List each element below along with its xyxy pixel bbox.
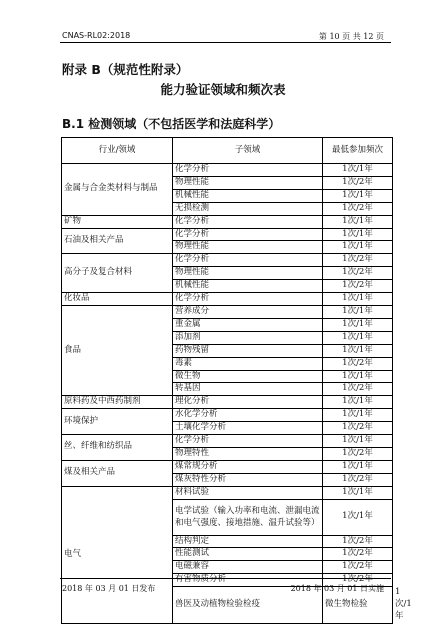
subfield-cell: 性能测试 (173, 548, 323, 561)
frequency-cell: 1次/2年 (323, 561, 393, 574)
subfield-cell: 化学分析 (173, 215, 323, 228)
subfield-cell: 化学分析 (173, 228, 323, 241)
header-subfield: 子领域 (173, 138, 323, 164)
table-row (62, 228, 393, 241)
table-body (62, 164, 412, 624)
industry-cell: 丝、纤维和纺织品 (62, 435, 173, 461)
industry-cell: 电气 (62, 486, 173, 623)
frequency-cell: 1次/2年 (323, 574, 393, 587)
table-row (62, 293, 393, 306)
footer-rule (60, 578, 391, 579)
subfield-cell: 重金属 (173, 318, 323, 331)
subfield-cell: 电磁兼容 (173, 561, 323, 574)
page-info: 第 10 页 共 12 页 (318, 32, 384, 41)
table-row (62, 215, 393, 228)
subfield-cell: 化学分析 (173, 254, 323, 267)
frequency-cell: 1次/2年 (323, 422, 393, 435)
industry-cell: 金属与合金类材料与制品 (62, 164, 173, 216)
frequency-cell: 1次/1年 (323, 331, 393, 344)
subfield-cell: 有害物质分析 (173, 574, 323, 587)
frequency-cell: 1次/2年 (323, 254, 393, 267)
frequency-cell: 1次/1年 (323, 293, 393, 306)
table-row (62, 396, 393, 409)
header-rule (60, 42, 391, 43)
effective-date: 2018 年 03 月 01 日实施 (290, 584, 384, 593)
frequency-cell: 1次/2年 (323, 548, 393, 561)
industry-cell: 环境保护 (62, 409, 173, 435)
subfield-cell: 化学分析 (173, 293, 323, 306)
frequency-cell: 1次/2年 (323, 535, 393, 548)
frequency-cell: 1次/1年 (323, 499, 393, 535)
subfield-cell: 物理性能 (173, 241, 323, 254)
subfield-cell: 结构判定 (173, 535, 323, 548)
frequency-cell: 1次/1年 (323, 460, 393, 473)
frequency-cell: 1次/2年 (323, 383, 393, 396)
subfield-cell: 微生物检验 (323, 587, 393, 624)
industry-cell: 石油及相关产品 (62, 228, 173, 254)
subfield-cell: 机械性能 (173, 189, 323, 202)
industry-cell: 高分子及复合材料 (62, 254, 173, 293)
document-code: CNAS-RL02:2018 (62, 31, 131, 40)
table-row (62, 486, 393, 499)
subfield-cell: 微生物 (173, 370, 323, 383)
table-row (62, 435, 393, 448)
industry-cell: 煤及相关产品 (62, 460, 173, 486)
frequency-cell: 1次/1年 (323, 318, 393, 331)
frequency-cell: 1次/2年 (323, 176, 393, 189)
industry-cell: 食品 (62, 305, 173, 395)
frequency-cell: 1次/1年 (323, 370, 393, 383)
subfield-cell: 物理性能 (173, 176, 323, 189)
subfield-cell: 电学试验（输入功率和电流、泄漏电流和电气强度、接地措施、温升试验等） (173, 499, 323, 535)
subfield-cell: 营养成分 (173, 305, 323, 318)
frequency-cell: 1次/2年 (323, 280, 393, 293)
proficiency-frequency-table (61, 137, 412, 624)
frequency-cell: 1次/1年 (323, 396, 393, 409)
frequency-cell: 1次/1年 (323, 228, 393, 241)
frequency-cell: 1次/2年 (323, 357, 393, 370)
subfield-cell: 土壤化学分析 (173, 422, 323, 435)
frequency-cell: 1次/1年 (323, 344, 393, 357)
header-frequency: 最低参加频次 (323, 138, 393, 164)
appendix-title: 附录 B（规范性附录） (62, 62, 189, 77)
header-industry: 行业/领域 (62, 138, 173, 164)
section-title: B.1 检测领域（不包括医学和法庭科学） (62, 117, 281, 131)
frequency-cell: 1次/2年 (323, 202, 393, 215)
subfield-cell: 物理特性 (173, 447, 323, 460)
industry-cell: 矿物 (62, 215, 173, 228)
subfield-cell: 化学分析 (173, 164, 323, 177)
table-row (62, 460, 393, 473)
frequency-cell: 1次/1年 (323, 409, 393, 422)
subfield-cell: 转基因 (173, 383, 323, 396)
subfield-cell: 煤灰特性分析 (173, 473, 323, 486)
table-row (62, 164, 393, 177)
subfield-cell: 理化分析 (173, 396, 323, 409)
subfield-cell: 水化学分析 (173, 409, 323, 422)
table-row: 兽医及动植物检验检疫 微生物检验 1次/1年 (62, 587, 393, 624)
subfield-cell: 无损检测 (173, 202, 323, 215)
frequency-cell: 1次/1年 (323, 241, 393, 254)
table-row (62, 254, 393, 267)
frequency-cell: 1次/1年 (323, 435, 393, 448)
frequency-cell: 1次/2年 (323, 447, 393, 460)
table-header-row (62, 138, 393, 164)
subfield-cell: 药物残留 (173, 344, 323, 357)
frequency-cell: 1次/1年 (323, 305, 393, 318)
industry-cell: 兽医及动植物检验检疫 (173, 587, 323, 624)
document-title: 能力验证领域和频次表 (160, 82, 286, 97)
frequency-cell: 1次/2年 (323, 267, 393, 280)
industry-cell: 化妆品 (62, 293, 173, 306)
table-row (62, 409, 393, 422)
industry-cell: 原料药及中西药制剂 (62, 396, 173, 409)
frequency-cell: 1次/1年 (323, 189, 393, 202)
frequency-cell: 1次/1年 (323, 486, 393, 499)
frequency-cell: 1次/2年 (323, 473, 393, 486)
table-row (62, 305, 393, 318)
frequency-cell: 1次/1年 (323, 215, 393, 228)
issue-date: 2018 年 03 月 01 日发布 (62, 584, 156, 593)
subfield-cell: 化学分析 (173, 435, 323, 448)
subfield-cell: 材料试验 (173, 486, 323, 499)
subfield-cell: 物理性能 (173, 267, 323, 280)
frequency-cell: 1次/1年 (323, 164, 393, 177)
subfield-cell: 毒素 (173, 357, 323, 370)
subfield-cell: 煤常规分析 (173, 460, 323, 473)
subfield-cell: 添加剂 (173, 331, 323, 344)
subfield-cell: 机械性能 (173, 280, 323, 293)
